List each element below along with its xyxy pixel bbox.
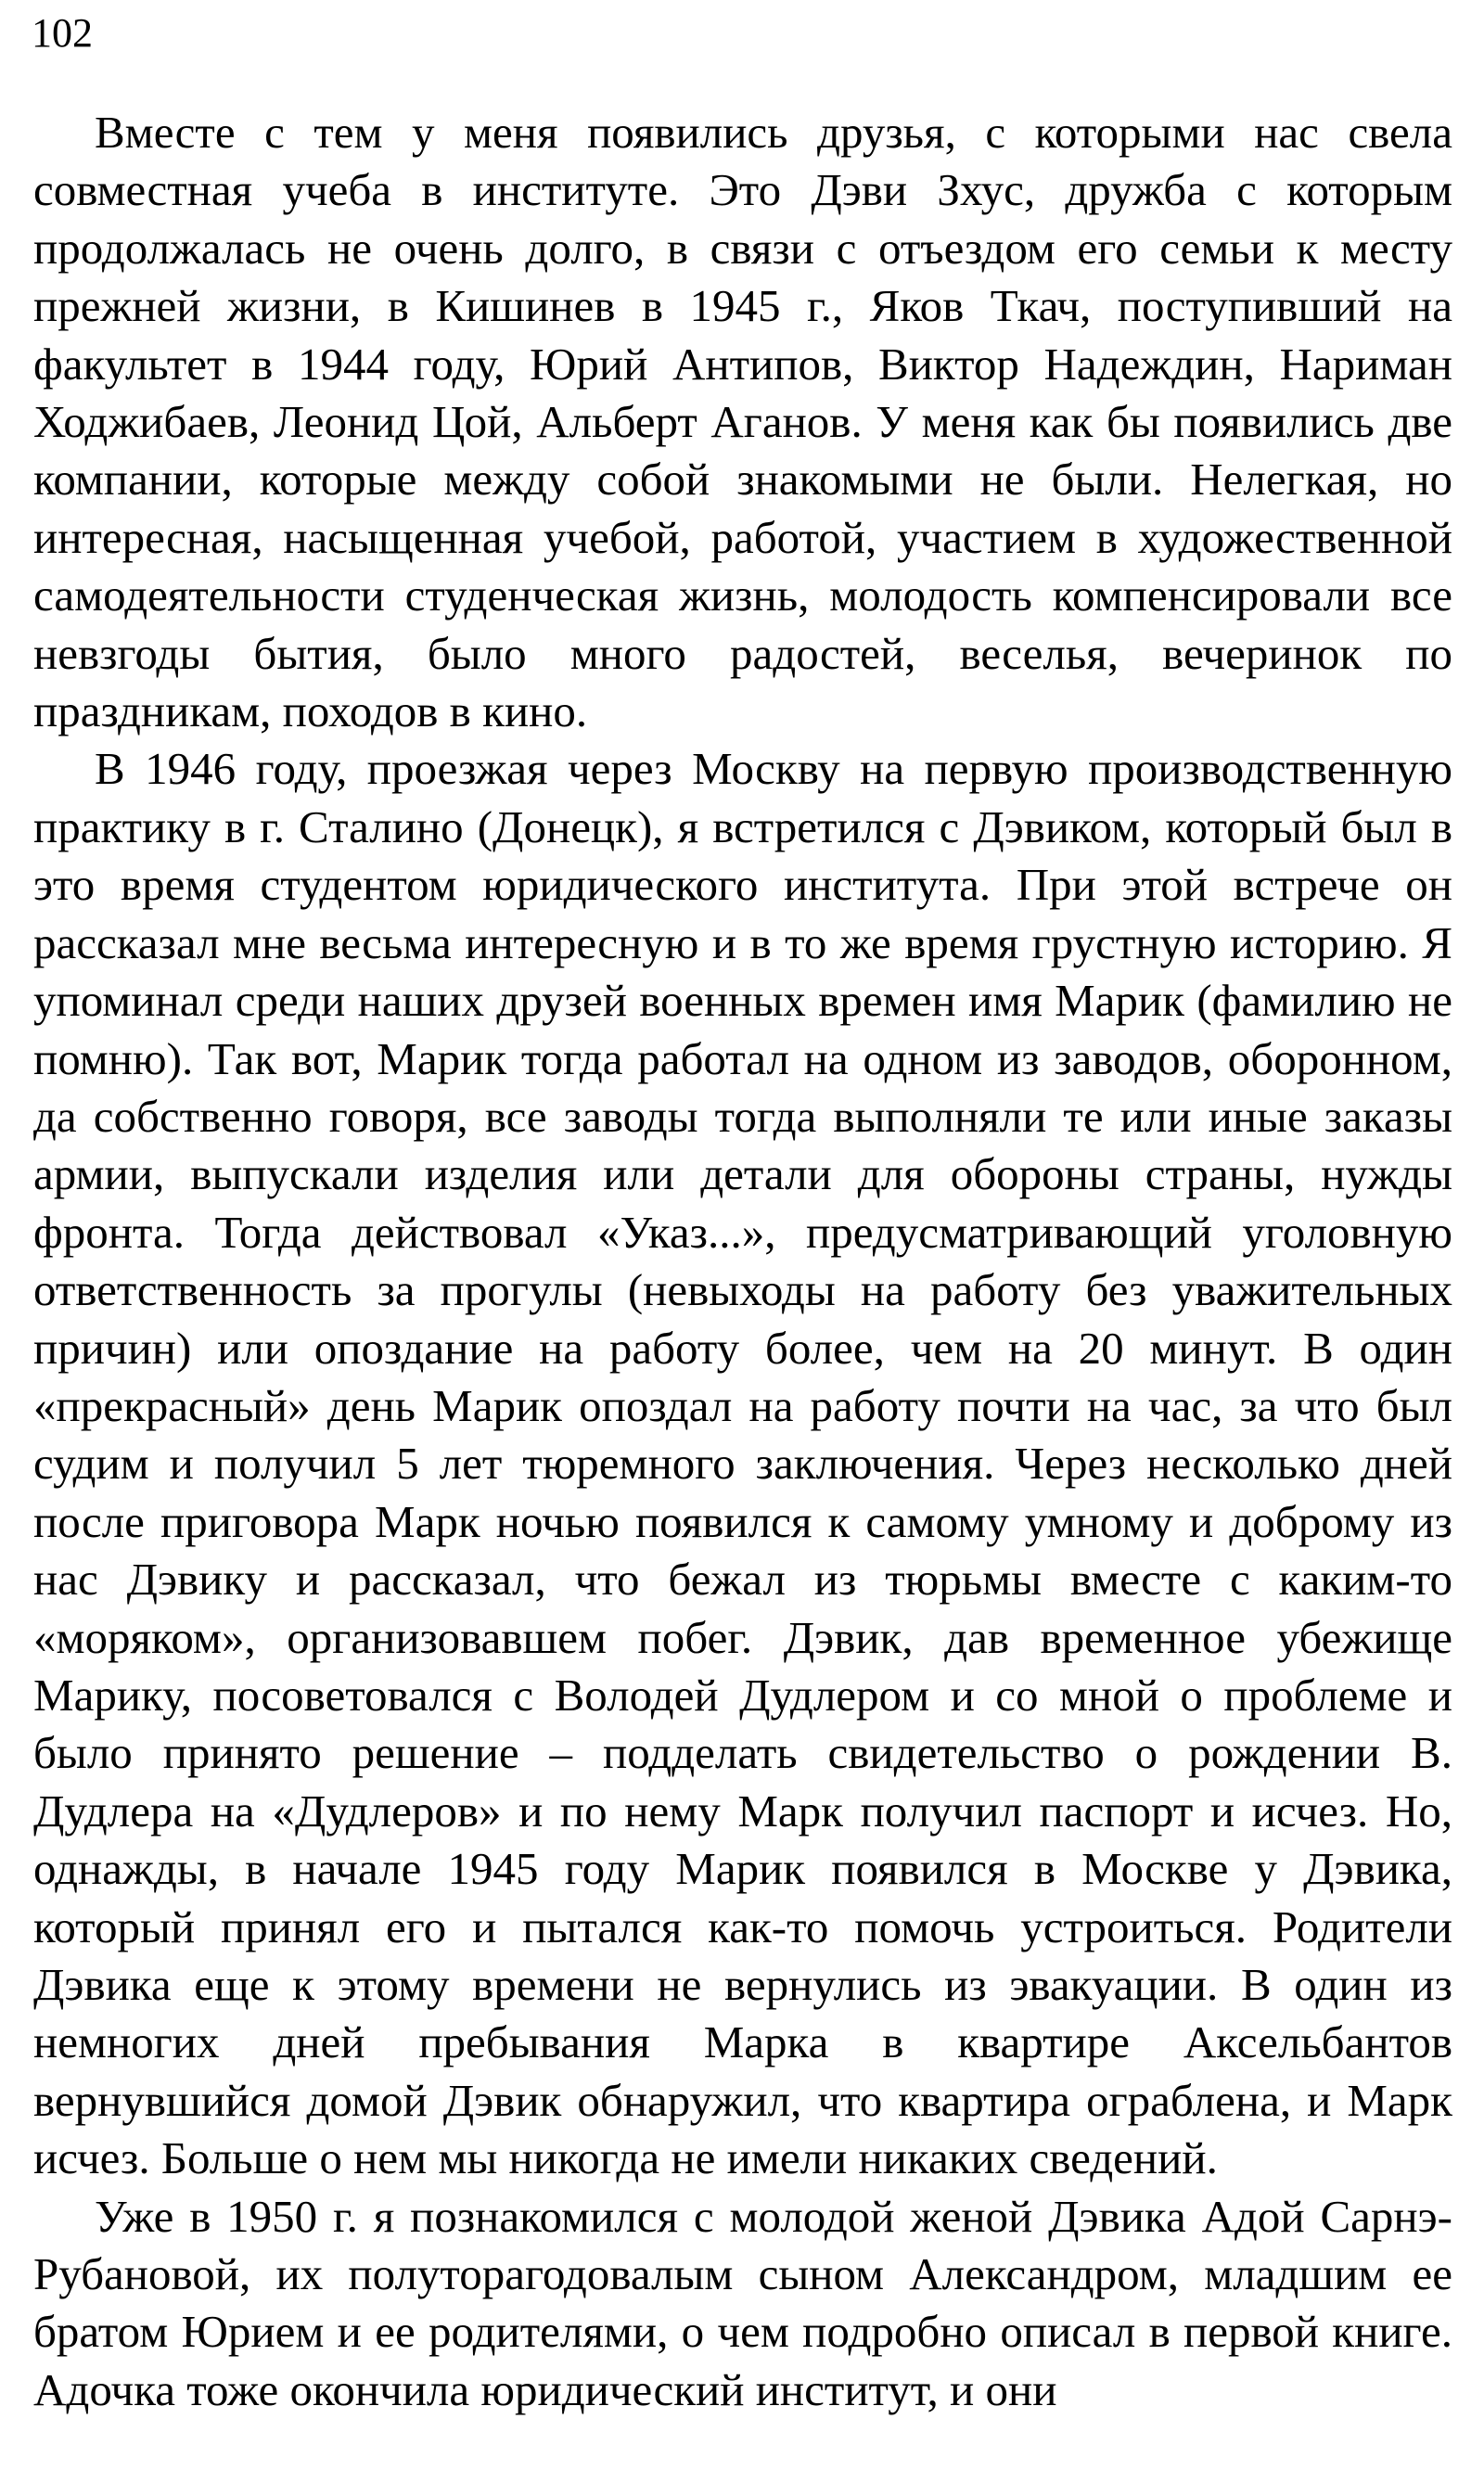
- body-text: [33, 104, 1452, 2419]
- paragraph-1: Вместе с тем у меня появились друзья, с которыми нас свела совместная учеба в институте. Это Дэви Зхус, дружба с которым продолжалась не очень долго, в связи с отъездом его семьи к месту прежней жизни, в Кишинев в 1945 г., Яков Ткач, поступивший на факультет в 1944 году, Юрий Антипов, Виктор Надеждин, Нариман Ходжибаев, Леонид Цой, Альберт Аганов. У меня как бы появились две компании, которые между собой знакомыми не были. Нелегкая, но интересная, насыщенная учебой, работой, участием в художественной самодеятельности студенческая жизнь, молодость компенсировали все невзгоды бытия, было много радостей, веселья, вечеринок по праздникам, походов в кино.: [33, 107, 1452, 737]
- paragraph-3: Уже в 1950 г. я познакомился с молодой женой Дэвика Адой Сарнэ-Рубановой, их полуторагодовалым сыном Александром, младшим ее братом Юрием и ее родителями, о чем подробно описал в первой книге. Адочка тоже окончила юридический институт, и они: [33, 2190, 1452, 2415]
- paragraph-2: В 1946 году, проезжая через Москву на первую производственную практику в г. Сталино (Донецк), я встретился с Дэвиком, который был в это время студентом юридического института. При этой встрече он рассказал мне весьма интересную и в то же время грустную историю. Я упоминал среди наших друзей военных времен имя Марик (фамилию не помню). Так вот, Марик тогда работал на одном из заводов, оборонном, да собственно говоря, все заводы тогда выполняли те или иные заказы армии, выпускали изделия или детали для обороны страны, нужды фронта. Тогда действовал «Указ...», предусматривающий уголовную ответственность за прогулы (невыходы на работу без уважительных причин) или опоздание на работу более, чем на 20 минут. В один «прекрасный» день Марик опоздал на работу почти на час, за что был судим и получил 5 лет тюремного заключения. Через несколько дней после приговора Марк ночью появился к самому умному и доброму из нас Дэвику и рассказал, что бежал из тюрьмы вместе с каким-то «моряком», организовавшем побег. Дэвик, дав временное убежище Марику, посоветовался с Володей Дудлером и со мной о проблеме и было принято решение – подделать свидетельство о рождении В. Дудлера на «Дудлеров» и по нему Марк получил паспорт и исчез. Но, однажды, в начале 1945 году Марик появился в Москве у Дэвика, который принял его и пытался как-то помочь устроиться. Родители Дэвика еще к этому времени не вернулись из эвакуации. В один из немногих дней пребывания Марка в квартире Аксельбантов вернувшийся домой Дэвик обнаружил, что квартира ограблена, и Марк исчез. Больше о нем мы никогда не имели никаких сведений.: [33, 743, 1452, 2184]
- page-number: 102: [32, 10, 93, 56]
